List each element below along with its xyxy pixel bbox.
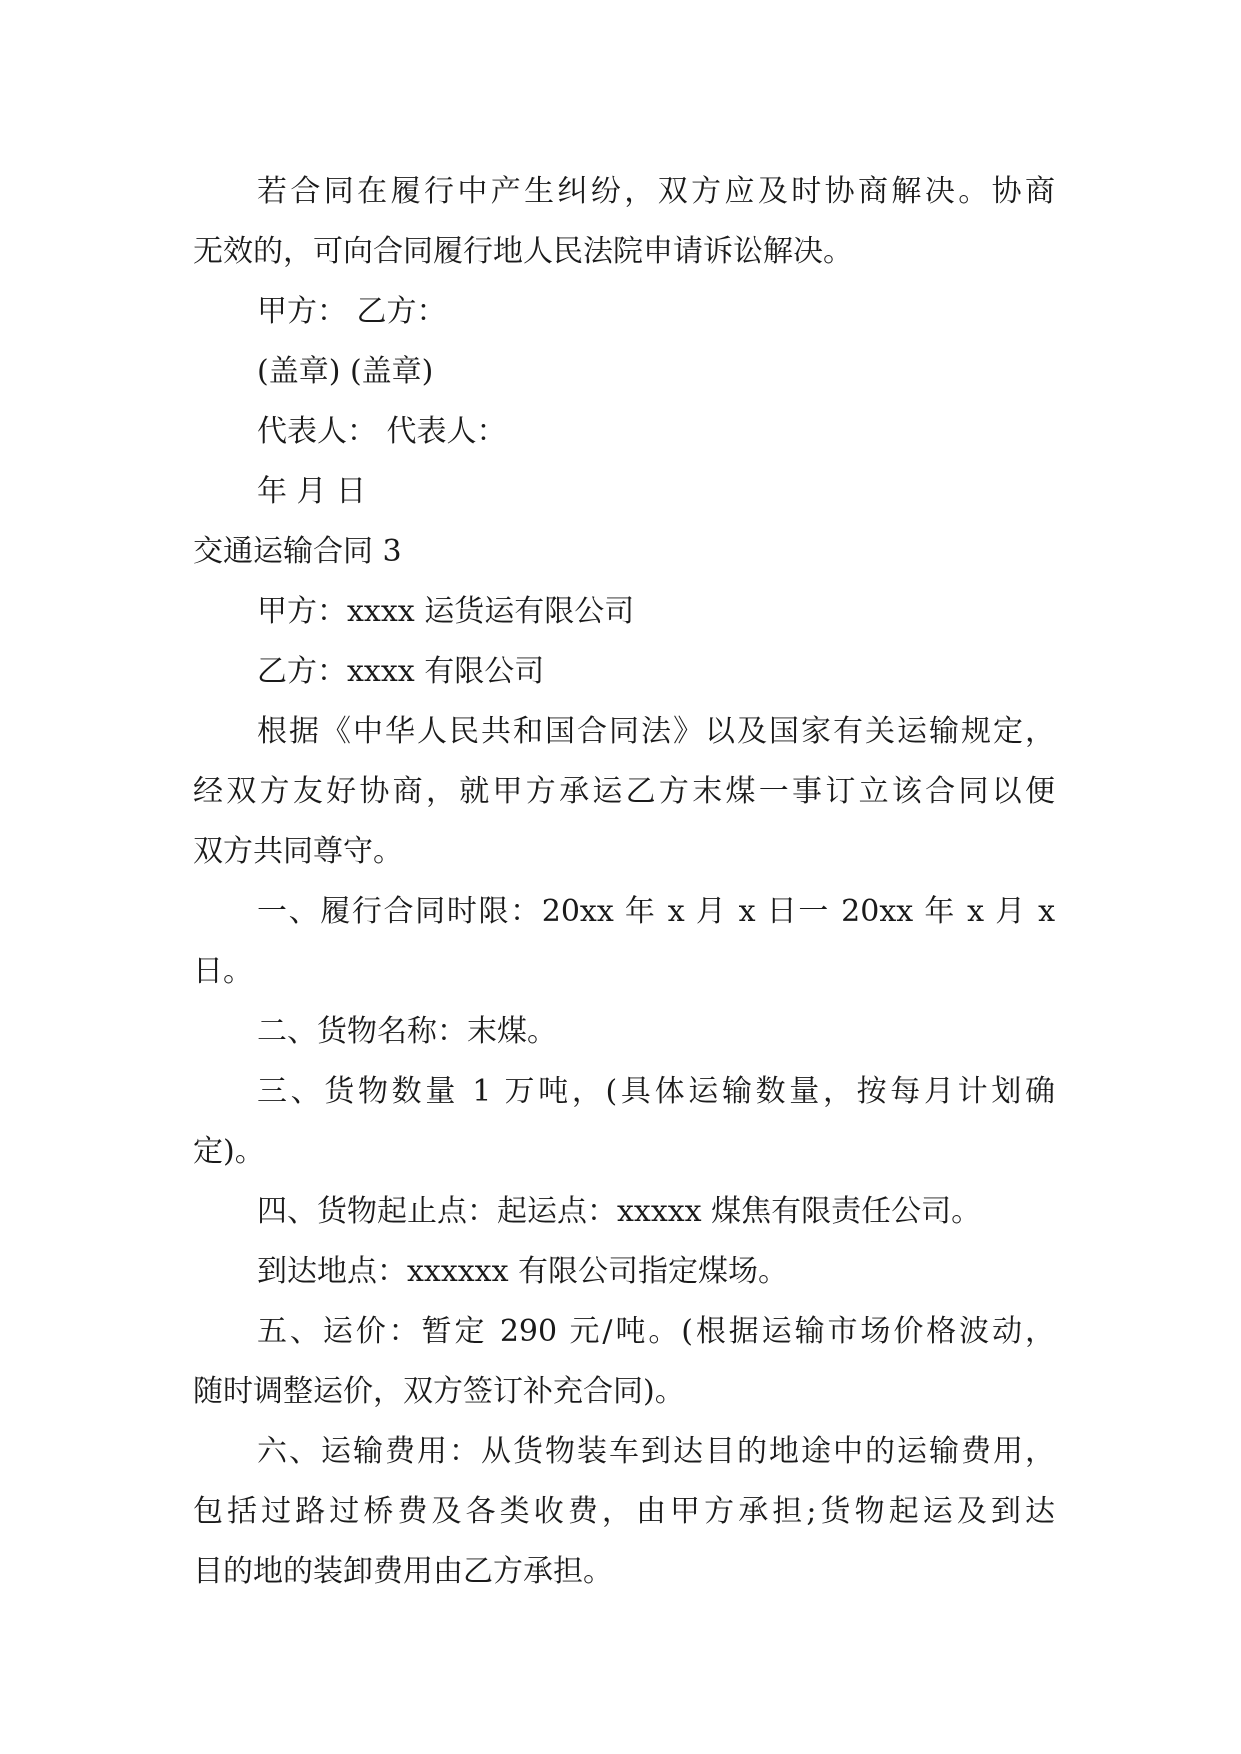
signature-representatives: 代表人： 代表人： <box>257 414 507 449</box>
signature-parties: 甲方： 乙方： <box>257 294 447 329</box>
clause-6-line-1: 六、运输费用：从货物装车到达目的地途中的运输费用， <box>257 1434 1055 1469</box>
contract-title: 交通运输合同 3 <box>193 534 402 569</box>
clause-4-line-2: 到达地点：xxxxxx 有限公司指定煤场。 <box>257 1254 789 1289</box>
dispute-text-line-2: 无效的，可向合同履行地人民法院申请诉讼解决。 <box>193 234 853 269</box>
intro-line-1: 根据《中华人民共和国合同法》以及国家有关运输规定， <box>257 714 1055 749</box>
clause-1-line-2: 日。 <box>193 954 253 989</box>
signature-seals: (盖章) (盖章) <box>257 354 434 389</box>
dispute-text-line-1: 若合同在履行中产生纠纷，双方应及时协商解决。协商 <box>257 174 1055 209</box>
clause-4-line-1: 四、货物起止点：起运点：xxxxx 煤焦有限责任公司。 <box>257 1194 982 1229</box>
clause-2: 二、货物名称：末煤。 <box>257 1014 557 1049</box>
intro-line-3: 双方共同尊守。 <box>193 834 403 869</box>
signature-date: 年 月 日 <box>257 474 367 509</box>
intro-line-2: 经双方友好协商，就甲方承运乙方末煤一事订立该合同以便 <box>193 774 1055 809</box>
party-a: 甲方：xxxx 运货运有限公司 <box>257 594 635 629</box>
clause-3-line-1: 三、货物数量 1 万吨，(具体运输数量，按每月计划确 <box>257 1074 1055 1109</box>
clause-6-line-2: 包括过路过桥费及各类收费，由甲方承担;货物起运及到达 <box>193 1494 1055 1529</box>
clause-1-line-1: 一、履行合同时限：20xx 年 x 月 x 日一 20xx 年 x 月 x <box>257 894 1055 929</box>
document-body <box>193 162 1055 1602</box>
clause-5-line-1: 五、运价：暂定 290 元/吨。(根据运输市场价格波动， <box>257 1314 1055 1349</box>
clause-6-line-3: 目的地的装卸费用由乙方承担。 <box>193 1554 613 1589</box>
party-b: 乙方：xxxx 有限公司 <box>257 654 545 689</box>
clause-3-line-2: 定)。 <box>193 1134 265 1169</box>
clause-5-line-2: 随时调整运价，双方签订补充合同)。 <box>193 1374 685 1409</box>
